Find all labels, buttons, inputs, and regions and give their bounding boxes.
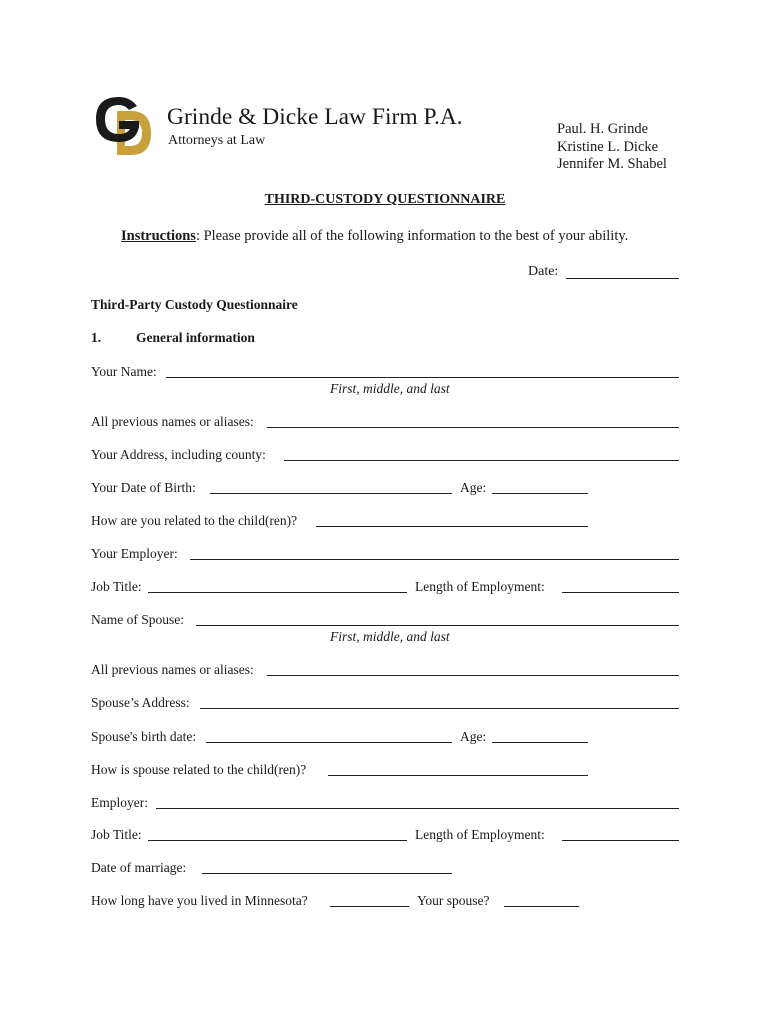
employer-label: Your Employer: (91, 546, 178, 561)
partners-list (557, 121, 667, 174)
job-title-field[interactable] (148, 592, 407, 593)
spouse-previous-names-label: All previous names or aliases: (91, 662, 254, 677)
length-employment-field[interactable] (562, 592, 679, 593)
spouse-birth-label: Spouse's birth date: (91, 729, 197, 744)
section-number: 1. (91, 330, 102, 345)
section-heading: Third-Party Custody Questionnaire (91, 297, 298, 312)
employer-field[interactable] (190, 559, 679, 560)
address-field[interactable] (284, 460, 679, 461)
your-spouse-field[interactable] (504, 906, 579, 907)
firm-name: Grinde & Dicke Law Firm P.A. (167, 104, 463, 130)
spouse-age-label: Age: (460, 729, 487, 744)
spouse-relation-label: How is spouse related to the child(ren)? (91, 762, 307, 777)
spouse-name-field[interactable] (196, 625, 679, 626)
spouse-previous-names-field[interactable] (267, 675, 679, 676)
age-field[interactable] (492, 493, 588, 494)
spouse-name-hint: First, middle, and last (330, 629, 450, 644)
partner-name: Kristine L. Dicke (557, 138, 659, 155)
partner-name: Paul. H. Grinde (557, 121, 649, 137)
instructions-text: : Please provide all of the following information to the best of your ability. (195, 228, 629, 244)
job-title-label: Job Title: (91, 579, 142, 594)
spouse-birth-field[interactable] (206, 742, 452, 743)
your-name-label: Your Name: (91, 364, 157, 379)
dob-label: Your Date of Birth: (91, 480, 196, 495)
marriage-date-label: Date of marriage: (91, 860, 187, 875)
spouse-length-employment-label: Length of Employment: (415, 827, 545, 842)
relation-field[interactable] (316, 526, 588, 527)
spouse-name-label: Name of Spouse: (91, 612, 184, 627)
spouse-relation-field[interactable] (328, 775, 588, 776)
partner-name: Jennifer M. Shabel (557, 156, 667, 172)
name-hint: First, middle, and last (330, 381, 450, 396)
your-spouse-label: Your spouse? (417, 893, 490, 908)
spouse-address-label: Spouse’s Address: (91, 695, 190, 710)
address-label: Your Address, including county: (91, 447, 266, 462)
marriage-date-field[interactable] (202, 873, 452, 874)
firm-subtitle: Attorneys at Law (168, 133, 266, 148)
lived-mn-label: How long have you lived in Minnesota? (91, 893, 308, 908)
instructions (121, 228, 628, 245)
date-label: Date: (528, 264, 559, 279)
spouse-length-employment-field[interactable] (562, 840, 679, 841)
spouse-job-title-label: Job Title: (91, 827, 142, 842)
previous-names-label: All previous names or aliases: (91, 414, 254, 429)
spouse-address-field[interactable] (200, 708, 679, 709)
spouse-employer-field[interactable] (156, 808, 679, 809)
date-field[interactable] (566, 278, 679, 279)
spouse-job-title-field[interactable] (148, 840, 407, 841)
instructions-label: Instructions (121, 228, 196, 244)
spouse-employer-label: Employer: (91, 795, 148, 810)
lived-mn-field[interactable] (330, 906, 409, 907)
firm-logo (93, 94, 153, 156)
relation-label: How are you related to the child(ren)? (91, 513, 298, 528)
section-title: General information (136, 330, 255, 345)
age-label: Age: (460, 480, 487, 495)
spouse-age-field[interactable] (492, 742, 588, 743)
length-employment-label: Length of Employment: (415, 579, 545, 594)
previous-names-field[interactable] (267, 427, 679, 428)
your-name-field[interactable] (166, 377, 679, 378)
document-title: THIRD-CUSTODY QUESTIONNAIRE (264, 192, 506, 207)
dob-field[interactable] (210, 493, 452, 494)
